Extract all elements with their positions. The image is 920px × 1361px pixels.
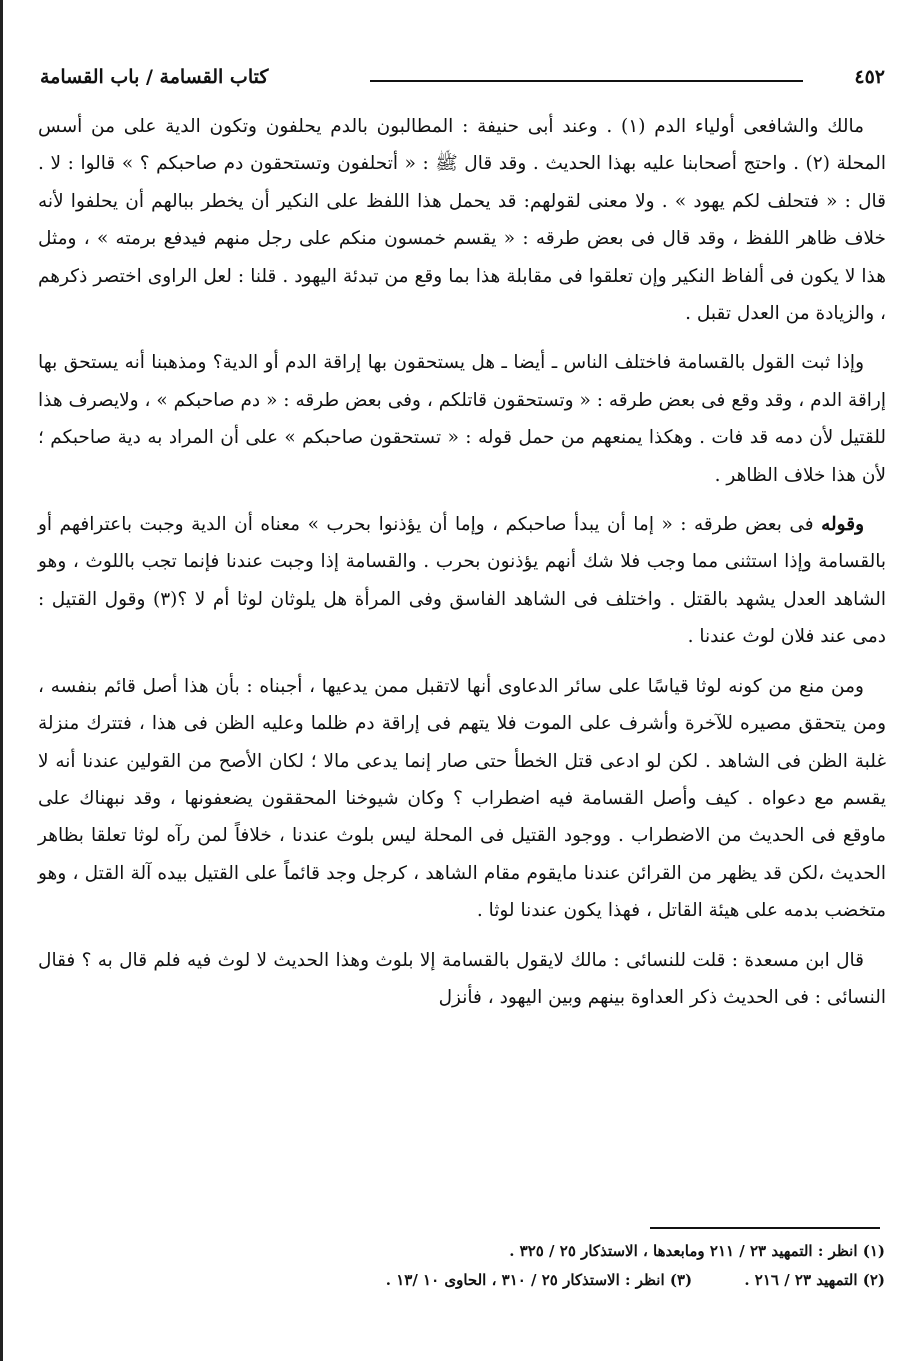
paragraph xyxy=(38,344,886,494)
paragraph xyxy=(38,506,886,656)
paragraph-text: مالك والشافعى أولياء الدم (١) . وعند أبى حنيفة : المطالبون بالدم يحلفون وتكون الدية على من أسس المحلة (٢) . واحتج أصحابنا عليه بهذا الحديث . وقد قال ﷺ : « أتحلفون وتستحقون دم صاحبكم ؟ » قالوا : لا . قال : « فتحلف لكم يهود » . ولا معنى لقولهم: قد يحمل هذا اللفظ على النكير أن يخطر ببالهم أن يحلفوا لأنه خلاف ظاهر اللفظ ، وقد قال فى بعض طرقه : « يقسم خمسون منكم على رجل منهم فيدفع برمته » ، ومثل هذا لا يكون فى ألفاظ النكير وإن تعلقوا فى مقابلة هذا بما وقع من تبدئة اليهود . قلنا : لعل الراوى اختصر ذكرهم ، والزيادة من العدل تقبل . xyxy=(38,116,886,325)
running-title: كتاب القسامة / باب القسامة xyxy=(40,66,269,88)
main-text xyxy=(38,108,886,1028)
footnote: (١) انظر : التمهيد ٢٣ / ٢١١ ومابعدها ، الاستذكار ٢٥ / ٣٢٥ . xyxy=(509,1242,885,1260)
footnote: (٢) التمهيد ٢٣ / ٢١٦ . (٣) انظر : الاستذكار ٢٥ / ٣١٠ ، الحاوى ١٠ /١٣ . xyxy=(385,1271,885,1289)
footnote-separator xyxy=(650,1227,880,1229)
page-binding-edge xyxy=(0,0,3,1361)
paragraph xyxy=(38,108,886,332)
paragraph-text: فى بعض طرقه : « إما أن يبدأ صاحبكم ، وإما أن يؤذنوا بحرب » معناه أن الدية وجبت باعترافهم أو بالقسامة وإذا استثنى مما وجب فلا شك أنهم يؤذنون بحرب . والقسامة إذا وجبت عندنا فإنما تجب باللوث ، وهو الشاهد العدل يشهد بالقتل . واختلف فى الشاهد الفاسق وفى المرأة هل يلوثان لوثا أم لا ؟(٣) وقول القتيل : دمى عند فلان لوث عندنا . xyxy=(38,514,886,648)
paragraph-text: وإذا ثبت القول بالقسامة فاختلف الناس ـ أيضا ـ هل يستحقون بها إراقة الدم أو الدية؟ ومذهبنا أنه يستحق بها إراقة الدم ، وقد وقع فى بعض طرقه : « وتستحقون قاتلكم ، وفى بعض طرقه : « دم صاحبكم » ، ولايصرف هذا للقتيل لأن دمه قد فات . وهكذا يمنعهم من حمل قوله : « تستحقون صاحبكم » على أن المراد به دية صاحبكم ؛ لأن هذا خلاف الظاهر . xyxy=(38,352,886,486)
paragraph-lead-word: وقوله xyxy=(821,514,864,536)
footnotes xyxy=(40,1237,885,1295)
paragraph xyxy=(38,668,886,930)
page-header xyxy=(40,66,885,96)
paragraph-text: ومن منع من كونه لوثا قياسًا على سائر الدعاوى أنها لاتقبل ممن يدعيها ، أجبناه : بأن هذا أصل قائم بنفسه ، ومن يتحقق مصيره للآخرة وأشرف على الموت فلا يتهم فى إراقة دم ظلما وعليه الظن فى هذا ، فتترك منزلة غلبة الظن فى الشاهد . لكن لو ادعى قتل الخطأ حتى صار إنما يدعى مالا ؛ لكان الأصح من القولين عندنا أنه لا يقسم مع دعواه . كيف وأصل القسامة فيه اضطراب ؟ وكان شيوخنا المحققون يضعفونها ، وقد نبهناك على ماوقع فى الحديث من الاضطراب . ووجود القتيل فى المحلة ليس بلوث عندنا ، خلافاً لمن رآه لوثا تعلقا بظاهر الحديث ،لكن قد يظهر من القرائن عندنا مايقوم مقام الشاهد ، كرجل وجد قائماً على القتيل بيده آلة القتل ، وهو متخضب بدمه على هيئة القاتل ، فهذا يكون عندنا لوثا . xyxy=(38,675,886,922)
paragraph-text: قال ابن مسعدة : قلت للنسائى : مالك لايقول بالقسامة إلا بلوث وهذا الحديث لا لوث فيه فلم قال به ؟ فقال النسائى : فى الحديث ذكر العداوة بينهم وبين اليهود ، فأنزل xyxy=(38,949,886,1008)
header-rule xyxy=(370,80,803,82)
paragraph xyxy=(38,942,886,1017)
page-number: ٤٥٢ xyxy=(854,66,885,88)
